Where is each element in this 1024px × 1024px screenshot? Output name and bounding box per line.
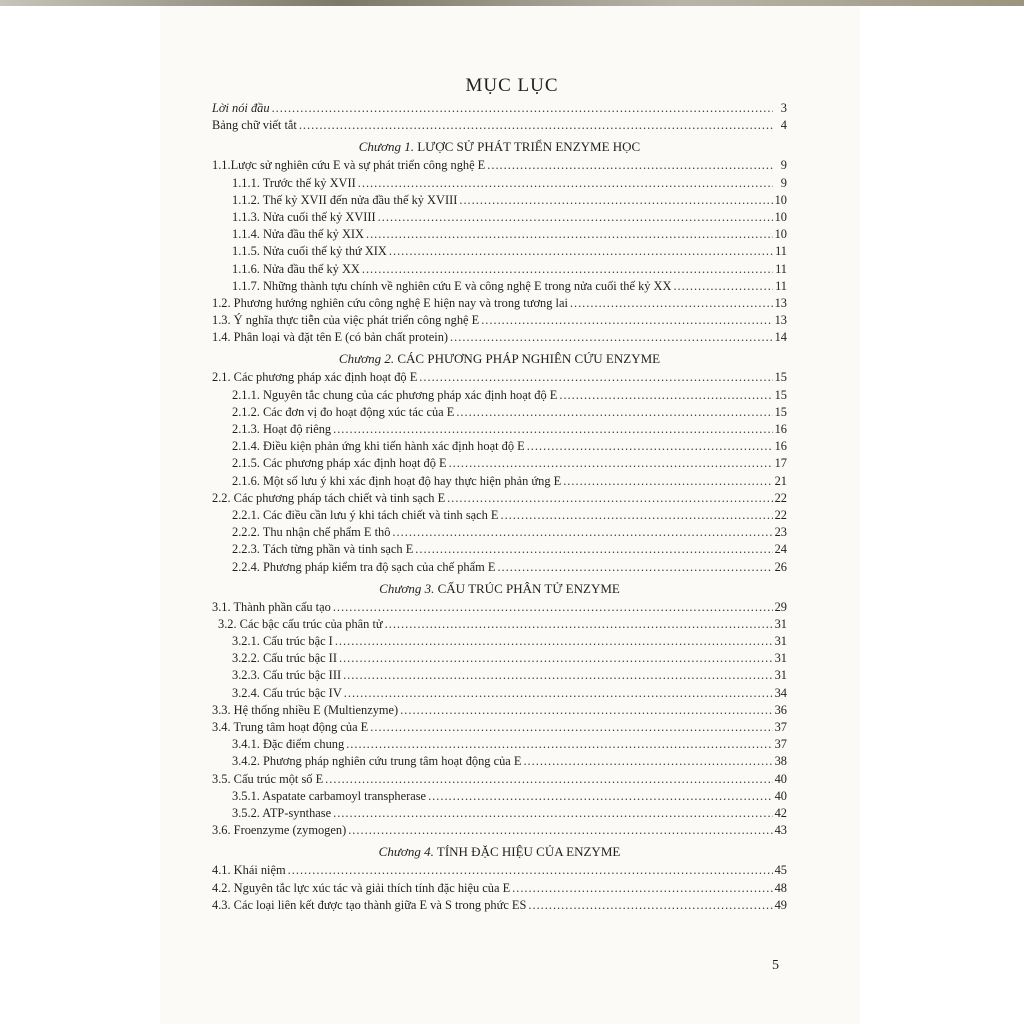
toc-entry-page: 24 (774, 542, 787, 557)
toc-entry (212, 175, 787, 192)
toc-dot-leader (385, 616, 773, 633)
toc-entry-label: 2.1.4. Điều kiện phản ứng khi tiến hành xác định hoạt độ E (232, 439, 525, 454)
toc-entry (212, 369, 787, 386)
toc-entry-page: 10 (774, 192, 787, 207)
toc-entry (212, 117, 787, 134)
chapter-title: TÍNH ĐẶC HIỆU CỦA ENZYME (436, 844, 621, 860)
toc-entry-page: 13 (774, 313, 787, 328)
toc-entry-label: 2.1. Các phương pháp xác định hoạt độ E (212, 370, 418, 385)
chapter-heading (212, 576, 787, 599)
toc-entry-label: 3.2.1. Cấu trúc bậc I (232, 634, 333, 649)
toc-dot-leader (370, 719, 772, 736)
toc-dot-leader (333, 421, 773, 438)
toc-entry-label: 1.3. Ý nghĩa thực tiễn của việc phát triển công nghệ E (212, 313, 480, 328)
toc-entry (212, 788, 787, 805)
toc-entry (212, 524, 787, 541)
toc-entry-page: 38 (774, 754, 787, 769)
toc-dot-leader (563, 473, 772, 490)
toc-entry (212, 507, 787, 524)
toc-dot-leader (325, 771, 772, 788)
toc-entry-label: 1.1.6. Nửa đầu thế kỷ XX (232, 261, 360, 276)
toc-dot-leader (333, 599, 773, 616)
toc-entry-page: 10 (774, 209, 787, 224)
toc-entry (212, 329, 787, 346)
toc-entry (212, 209, 787, 226)
toc-entry-page: 14 (774, 330, 787, 345)
toc-entry-label: 3.2.3. Cấu trúc bậc III (232, 668, 342, 683)
toc-entry (212, 312, 787, 329)
toc-dot-leader (428, 788, 773, 805)
toc-entry-page: 34 (774, 685, 787, 700)
toc-entry-label: 3.2.2. Cấu trúc bậc II (232, 651, 337, 666)
toc-entry-label: 2.1.1. Nguyên tắc chung của các phương pháp xác định hoạt độ E (232, 387, 558, 402)
toc-dot-leader (512, 880, 772, 897)
toc-entry-page: 31 (774, 651, 787, 666)
toc-dot-leader (378, 209, 773, 226)
toc-entry (212, 805, 787, 822)
toc-entry-page: 42 (774, 805, 787, 820)
toc-entry (212, 822, 787, 839)
toc-entry (212, 667, 787, 684)
toc-entry (212, 157, 787, 174)
toc-entry-page: 23 (774, 525, 787, 540)
toc-entry-page: 40 (774, 771, 787, 786)
toc-entry (212, 753, 787, 770)
toc-entry-page: 11 (775, 261, 787, 276)
toc-dot-leader (487, 157, 773, 174)
toc-entry (212, 771, 787, 788)
toc-entry-label: Lời nói đầu (212, 101, 270, 115)
toc-entry (212, 455, 787, 472)
toc-dot-leader (456, 404, 772, 421)
toc-entry (212, 616, 787, 633)
toc-entry-label: 4.3. Các loại liên kết được tạo thành giữa E và S trong phức ES (212, 897, 527, 912)
toc-entry (212, 862, 787, 879)
toc-entry-label: 2.2.3. Tách từng phần và tinh sạch E (232, 542, 414, 557)
toc-entry-label: 3.4.2. Phương pháp nghiên cứu trung tâm hoạt động của E (232, 754, 522, 769)
toc-dot-leader (673, 278, 773, 295)
toc-entry-page: 4 (780, 118, 787, 133)
toc-dot-leader (348, 822, 772, 839)
toc-entry-page: 15 (774, 387, 787, 402)
toc-entry-label: 2.2.4. Phương pháp kiểm tra độ sạch của chế phẩm E (232, 559, 496, 574)
chapter-heading (212, 839, 787, 862)
toc-entry-page: 10 (774, 227, 787, 242)
toc-entry-label: 2.1.3. Hoạt độ riêng (232, 422, 332, 436)
toc-dot-leader (288, 862, 773, 879)
toc-entry-label: 1.1.1. Trước thế kỷ XVII (232, 175, 356, 190)
toc-entry-label: 1.1.3. Nửa cuối thế kỷ XVIII (232, 209, 376, 224)
toc-entry-label: 1.1.7. Những thành tựu chính về nghiên cứu E và công nghệ E trong nửa cuối thế kỷ XX (232, 278, 672, 293)
toc-entry-page: 22 (774, 507, 787, 522)
toc-entry-page: 9 (780, 175, 787, 190)
toc-entry-label: 4.2. Nguyên tắc lực xúc tác và giải thích tính đặc hiệu của E (212, 880, 511, 895)
toc-entry (212, 880, 787, 897)
chapter-heading (212, 134, 787, 157)
toc-entry-page: 40 (774, 788, 787, 803)
toc-entry (212, 295, 787, 312)
toc-entry-page: 48 (774, 880, 787, 895)
toc-entry (212, 100, 787, 117)
page-number: 5 (772, 958, 779, 973)
toc-dot-leader (497, 559, 772, 576)
toc-entry (212, 261, 787, 278)
toc-entry (212, 897, 787, 914)
toc-dot-leader (343, 667, 773, 684)
toc-entry-page: 31 (774, 634, 787, 649)
toc-dot-leader (447, 490, 772, 507)
toc-entry-label: 3.5. Cấu trúc một số E (212, 771, 324, 786)
toc-entry-label: 2.2.1. Các điều cần lưu ý khi tách chiết và tinh sạch E (232, 507, 499, 522)
chapter-number: Chương 1. (358, 139, 414, 155)
toc-dot-leader (523, 753, 772, 770)
toc-dot-leader (366, 226, 773, 243)
toc-entry (212, 404, 787, 421)
toc-entry-page: 11 (775, 244, 787, 259)
toc-entry-page: 16 (774, 422, 787, 436)
toc-dot-leader (459, 192, 772, 209)
toc-entry-page: 29 (774, 599, 787, 614)
toc-dot-leader (299, 117, 773, 134)
toc-entry-label: 2.1.5. Các phương pháp xác định hoạt độ E (232, 456, 447, 471)
toc-dot-leader (501, 507, 773, 524)
toc-dot-leader (346, 736, 772, 753)
toc-entry-label: 3.4. Trung tâm hoạt động của E (212, 720, 369, 734)
toc-entry-page: 31 (774, 616, 787, 631)
chapter-title: CẤU TRÚC PHÂN TỬ ENZYME (437, 580, 620, 596)
toc-entry-page: 11 (775, 278, 787, 293)
toc-entry-page: 45 (774, 863, 787, 878)
toc-entry-page: 26 (774, 559, 787, 574)
toc-entry-page: 15 (774, 404, 787, 419)
toc-dot-leader (344, 685, 773, 702)
toc-dot-leader (358, 175, 773, 192)
toc-entry-label: 3.1. Thành phần cấu tạo (212, 599, 331, 614)
toc-entry-label: 2.2.2. Thu nhận chế phẩm E thô (232, 525, 391, 540)
toc-dot-leader (570, 295, 773, 312)
toc-entry-page: 43 (774, 823, 787, 838)
chapter-heading (212, 346, 787, 369)
toc-entry-page: 49 (774, 897, 787, 912)
toc-entry-label: 1.1.5. Nửa cuối thế kỷ thứ XIX (232, 244, 387, 259)
chapter-title: LƯỢC SỬ PHÁT TRIỂN ENZYME HỌC (417, 139, 641, 155)
toc-dot-leader (528, 897, 772, 914)
toc-entry (212, 736, 787, 753)
toc-entry (212, 192, 787, 209)
toc-entry-label: 1.1.Lược sử nghiên cứu E và sự phát triển công nghệ E (212, 158, 486, 173)
chapter-number: Chương 3. (379, 580, 435, 596)
toc-dot-leader (339, 650, 773, 667)
toc-entry (212, 421, 787, 438)
toc-entry (212, 702, 787, 719)
toc-entry-label: 2.1.2. Các đơn vị đo hoạt động xúc tác của E (232, 404, 455, 419)
toc-entry-label: 2.2. Các phương pháp tách chiết và tinh sạch E (212, 490, 446, 505)
toc-dot-leader (559, 387, 772, 404)
toc-entry-label: Bảng chữ viết tắt (212, 118, 297, 133)
toc-entry-page: 22 (774, 490, 787, 505)
toc-dot-leader (272, 100, 773, 117)
toc-entry (212, 438, 787, 455)
toc-dot-leader (333, 805, 772, 822)
toc-entry-page: 16 (774, 439, 787, 454)
toc-entry-label: 3.5.2. ATP-synthase (232, 805, 332, 820)
toc-entry (212, 650, 787, 667)
toc-entry-label: 3.4.1. Đặc điểm chung (232, 737, 345, 752)
toc-entry-label: 3.2.4. Cấu trúc bậc IV (232, 685, 342, 700)
toc-dot-leader (450, 329, 773, 346)
toc-entry-page: 37 (774, 737, 787, 752)
toc-entry (212, 559, 787, 576)
toc-entry (212, 278, 787, 295)
toc-entry-label: 3.5.1. Aspatate carbamoyl transpherase (232, 788, 427, 803)
toc-dot-leader (392, 524, 772, 541)
toc-entry-label: 2.1.6. Một số lưu ý khi xác định hoạt độ hay thực hiện phản ứng E (232, 473, 562, 488)
toc-entry (212, 243, 787, 260)
toc-dot-leader (481, 312, 772, 329)
toc-entry (212, 685, 787, 702)
toc-entry-label: 1.2. Phương hướng nghiên cứu công nghệ E hiện nay và trong tương lai (212, 295, 568, 310)
toc-dot-leader (335, 633, 773, 650)
table-of-contents (212, 100, 787, 914)
chapter-number: Chương 2. (338, 351, 395, 367)
toc-dot-leader (415, 541, 772, 558)
toc-entry (212, 387, 787, 404)
toc-dot-leader (389, 243, 773, 260)
toc-entry-page: 13 (774, 295, 787, 310)
toc-entry-label: 3.2. Các bậc cấu trúc của phân tử (218, 616, 383, 631)
chapter-number: Chương 4. (378, 844, 434, 860)
toc-entry (212, 599, 787, 616)
toc-dot-leader (419, 369, 772, 386)
toc-entry-page: 36 (774, 702, 787, 717)
toc-dot-leader (449, 455, 773, 472)
toc-entry-label: 1.4. Phân loại và đặt tên E (có bản chất protein) (212, 330, 449, 345)
toc-entry (212, 473, 787, 490)
toc-entry-page: 37 (774, 720, 787, 734)
page-title: MỤC LỤC (465, 74, 559, 96)
toc-entry-label: 1.1.2. Thế kỷ XVII đến nửa đầu thế kỷ XVIII (232, 192, 458, 207)
toc-entry-page: 21 (774, 473, 787, 488)
toc-entry-page: 9 (780, 158, 787, 173)
toc-entry (212, 226, 787, 243)
toc-entry (212, 541, 787, 558)
toc-entry-label: 4.1. Khái niệm (212, 863, 286, 878)
toc-entry-page: 15 (774, 370, 787, 385)
toc-entry-page: 3 (780, 101, 787, 115)
toc-entry-page: 17 (774, 456, 787, 471)
toc-dot-leader (362, 261, 773, 278)
toc-entry (212, 490, 787, 507)
toc-entry-label: 3.6. Froenzyme (zymogen) (212, 823, 347, 838)
toc-dot-leader (400, 702, 772, 719)
toc-entry-label: 3.3. Hệ thống nhiều E (Multienzyme) (212, 702, 399, 717)
toc-entry (212, 633, 787, 650)
chapter-title: CÁC PHƯƠNG PHÁP NGHIÊN CỨU ENZYME (397, 351, 661, 367)
toc-dot-leader (527, 438, 773, 455)
toc-entry-page: 31 (774, 668, 787, 683)
toc-entry (212, 719, 787, 736)
toc-entry-label: 1.1.4. Nửa đầu thế kỷ XIX (232, 227, 364, 242)
